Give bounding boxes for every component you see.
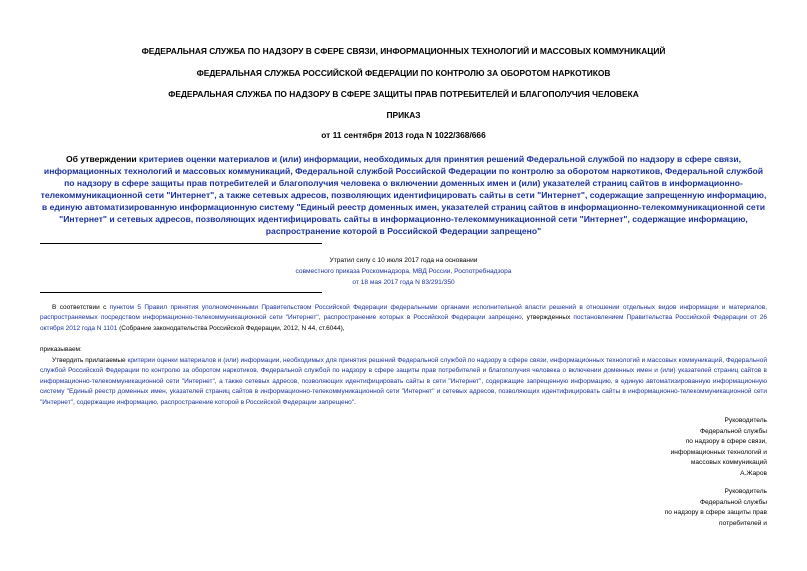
order-item-paragraph [40, 356, 767, 408]
title-prefix: Об утверждении [66, 154, 137, 164]
signature-block-1 [567, 416, 767, 480]
order-item-text-2: . [354, 398, 356, 406]
preamble-text-1: В соответствии с [52, 304, 110, 311]
signature-1-signer: А.Жаров [740, 469, 767, 477]
status-note-line-1: Утратил силу с 10 июля 2017 года на основании [329, 257, 478, 264]
signature-1-line-4: информационных технологий и [670, 448, 767, 456]
preamble-text-2: , утвержденных [521, 314, 574, 322]
signature-2-line-3: по надзору в сфере защиты прав [664, 509, 767, 517]
signature-2-line-1: Руководитель [724, 488, 767, 495]
document-date: от 11 сентября 2013 года N 1022/368/666 [321, 130, 486, 140]
preamble-resolution-link[interactable]: постановлением Правительства Российской Федерации от 26 октября 2012 года N 1101 [40, 314, 767, 332]
preamble-rules-link[interactable]: пунктом 5 Правил принятия уполномоченными Правительством Российской Федерации федеральными органами исполнительной власти решений в отношении отдельных видов информации и материалов, распространяемых посредством информационно-телекоммуникационной сети "Интернет", распространение которых в Российской Федерации запрещено [40, 304, 767, 322]
signature-block-2 [567, 487, 767, 529]
agency-heading-3: ФЕДЕРАЛЬНАЯ СЛУЖБА ПО НАДЗОРУ В СФЕРЕ ЗАЩИТЫ ПРАВ ПОТРЕБИТЕЛЕЙ И БЛАГОПОЛУЧИЯ ЧЕЛОВЕКА [168, 89, 639, 99]
agency-heading-2: ФЕДЕРАЛЬНАЯ СЛУЖБА РОССИЙСКОЙ ФЕДЕРАЦИИ ПО КОНТРОЛЮ ЗА ОБОРОТОМ НАРКОТИКОВ [196, 68, 611, 78]
signature-2-line-4: потребителей и [719, 519, 767, 527]
divider-top [40, 243, 322, 244]
status-note-link-line-2[interactable]: совместного приказа Роскомнадзора, МВД России, Роспотребнадзора [295, 268, 512, 275]
signature-2-line-2: Федеральной службы [699, 498, 767, 506]
order-item-criteria-link[interactable]: критерии оценки материалов и (или) информации, необходимых для принятия решений Федеральной службой по надзору в сфере связи, информационных технологий и массовых коммуникаций, Федеральной службой Российской Федерации по контролю за оборотом наркотиков, Федеральной службой по надзору в сфере защиты прав потребителей и благополучия человека о включении доменных имен и (или) указателей страниц сайтов в информационно-телекоммуникационной сети "Интернет", а также сетевых адресов, позволяющих идентифицировать сайты в сети "Интернет", содержащие запрещенную информацию, в единую автоматизированную информационную систему "Единый реестр доменных имен, указателей страниц сайтов в информационно-телекоммуникационной сети "Интернет" и сетевых адресов, позволяющих идентифицировать сайты в информационно-телекоммуникационной сети "Интернет", содержащие информацию, распространение которой в Российской Федерации запрещено" [40, 357, 767, 406]
document-type: ПРИКАЗ [386, 110, 421, 120]
status-note-link-line-3[interactable]: от 18 мая 2017 года N 83/291/350 [352, 279, 455, 286]
document-title [40, 153, 767, 237]
preamble-paragraph [40, 303, 767, 334]
signature-1-line-5: массовых коммуникаций [690, 459, 767, 467]
divider-bottom [40, 292, 322, 293]
agency-heading-1: ФЕДЕРАЛЬНАЯ СЛУЖБА ПО НАДЗОРУ В СФЕРЕ СВЯЗИ, ИНФОРМАЦИОННЫХ ТЕХНОЛОГИЙ И МАССОВЫХ КОММУНИКАЦИЙ [141, 46, 666, 56]
signature-1-line-2: Федеральной службы [699, 427, 767, 435]
title-criteria-link[interactable]: критериев оценки материалов и (или) информации, необходимых для принятия решений Федеральной службой по надзору в сфере связи, информационных технологий и массовых коммуникаций, Федеральной службой Российской Федерации по контролю за оборотом наркотиков, Федеральной службой по надзору в сфере защиты прав потребителей и благополучия человека о включении доменных имен и (или) указателей страниц сайтов в информационно-телекоммуникационной сети "Интернет", а также сетевых адресов, позволяющих идентифицировать сайты в сети "Интернет", содержащие запрещенную информацию, в единую автоматизированную информационную систему "Единый реестр доменных имен, указателей страниц сайтов в информационно-телекоммуникационной сети "Интернет" и сетевых адресов, позволяющих идентифицировать сайты в информационно-телекоммуникационной сети "Интернет", содержащие информацию, распространение которой в Российской Федерации запрещено" [40, 154, 767, 236]
signature-1-line-3: по надзору в сфере связи, [685, 438, 767, 446]
preamble-text-3: (Собрание законодательства Российской Федерации, 2012, N 44, ст.6044), [117, 324, 345, 332]
signature-1-line-1: Руководитель [724, 417, 767, 424]
order-item-text-1: Утвердить прилагаемые [52, 357, 128, 364]
order-word: приказываем: [40, 346, 82, 353]
